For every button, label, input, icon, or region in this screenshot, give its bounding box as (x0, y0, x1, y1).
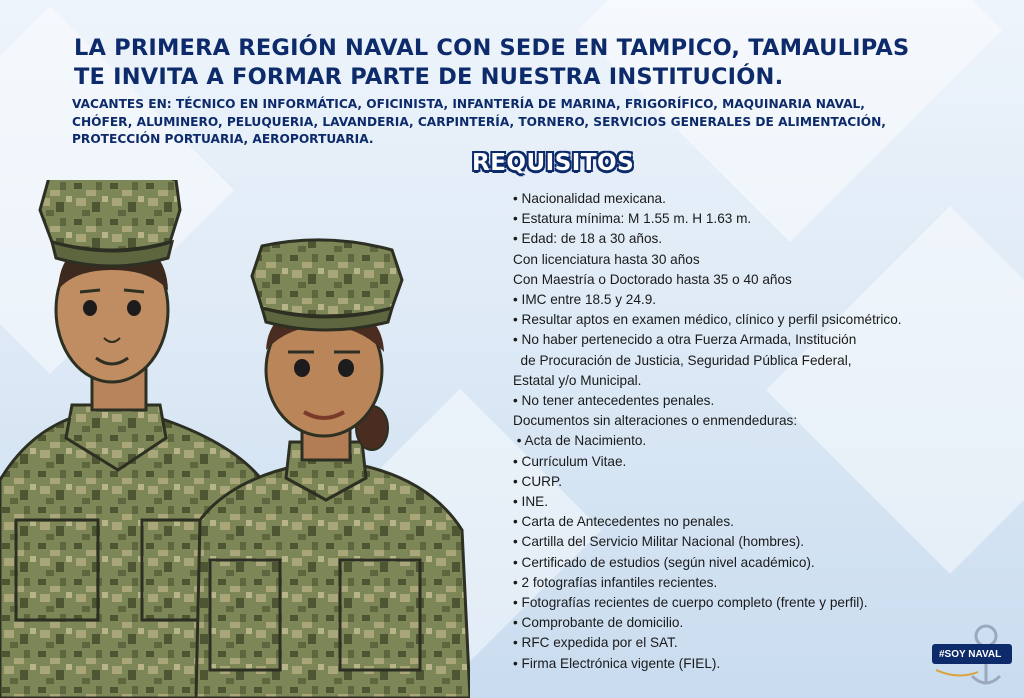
requisito-item: de Procuración de Justicia, Seguridad Pública Federal, (513, 352, 852, 368)
requisito-item: • No tener antecedentes penales. (513, 393, 715, 409)
requisito-item: Con Maestría o Doctorado hasta 35 o 40 años (513, 271, 792, 287)
vacantes-block (72, 96, 972, 149)
main-title (74, 34, 994, 92)
vacantes-line-2: CHÓFER, ALUMINERO, PELUQUERIA, LAVANDERIA, CARPINTERÍA, TORNERO, SERVICIOS GENERALES DE ALIMENTACIÓN, (72, 114, 886, 129)
requisito-item: • IMC entre 18.5 y 24.9. (513, 292, 657, 308)
title-line-1: LA PRIMERA REGIÓN NAVAL CON SEDE EN TAMPICO, TAMAULIPAS (74, 35, 910, 61)
requisito-item: • Firma Electrónica vigente (FIEL). (513, 655, 721, 671)
requisito-item: • Estatura mínima: M 1.55 m. H 1.63 m. (513, 211, 752, 227)
requisito-item: • Certificado de estudios (según nivel académico). (513, 554, 815, 570)
requisito-item: • Carta de Antecedentes no penales. (513, 514, 734, 530)
vacantes-line-1: VACANTES EN: TÉCNICO EN INFORMÁTICA, OFICINISTA, INFANTERÍA DE MARINA, FRIGORÍFICO, MAQUINARIA NAVAL, (72, 97, 865, 111)
soldiers-illustration (0, 180, 470, 698)
requisito-item: • CURP. (513, 473, 563, 489)
requisito-item: • Currículum Vitae. (513, 453, 627, 469)
requisito-item: Documentos sin alteraciones o enmendeduras: (513, 413, 798, 429)
vacantes-line-3: PROTECCIÓN PORTUARIA, AEROPORTUARIA. (72, 132, 374, 146)
requisito-item: • Acta de Nacimiento. (513, 433, 647, 449)
requisito-item: • RFC expedida por el SAT. (513, 635, 678, 651)
requisito-item: • Cartilla del Servicio Militar Nacional (hombres). (513, 534, 805, 550)
requisito-item: • Nacionalidad mexicana. (513, 191, 666, 206)
requisito-item: Con licenciatura hasta 30 años (513, 251, 700, 267)
title-line-2: TE INVITA A FORMAR PARTE DE NUESTRA INSTITUCIÓN. (74, 64, 784, 90)
requisito-item: Estatal y/o Municipal. (513, 372, 642, 388)
requisito-item: • Edad: de 18 a 30 años. (513, 231, 663, 247)
requisito-item: • INE. (513, 494, 548, 510)
requisitos-heading: REQUISITOS (472, 150, 635, 176)
requisito-item: • No haber pertenecido a otra Fuerza Armada, Institución (513, 332, 857, 348)
requisito-item: • Fotografías recientes de cuerpo completo (frente y perfil). (513, 595, 868, 611)
requisito-item: • Comprobante de domicilio. (513, 615, 684, 631)
requisito-item: • 2 fotografías infantiles recientes. (513, 574, 718, 590)
requisitos-list (513, 189, 902, 674)
requisito-item: • Resultar aptos en examen médico, clínico y perfil psicométrico. (513, 312, 902, 328)
soy-naval-text: #SOY NAVAL (939, 649, 1002, 660)
